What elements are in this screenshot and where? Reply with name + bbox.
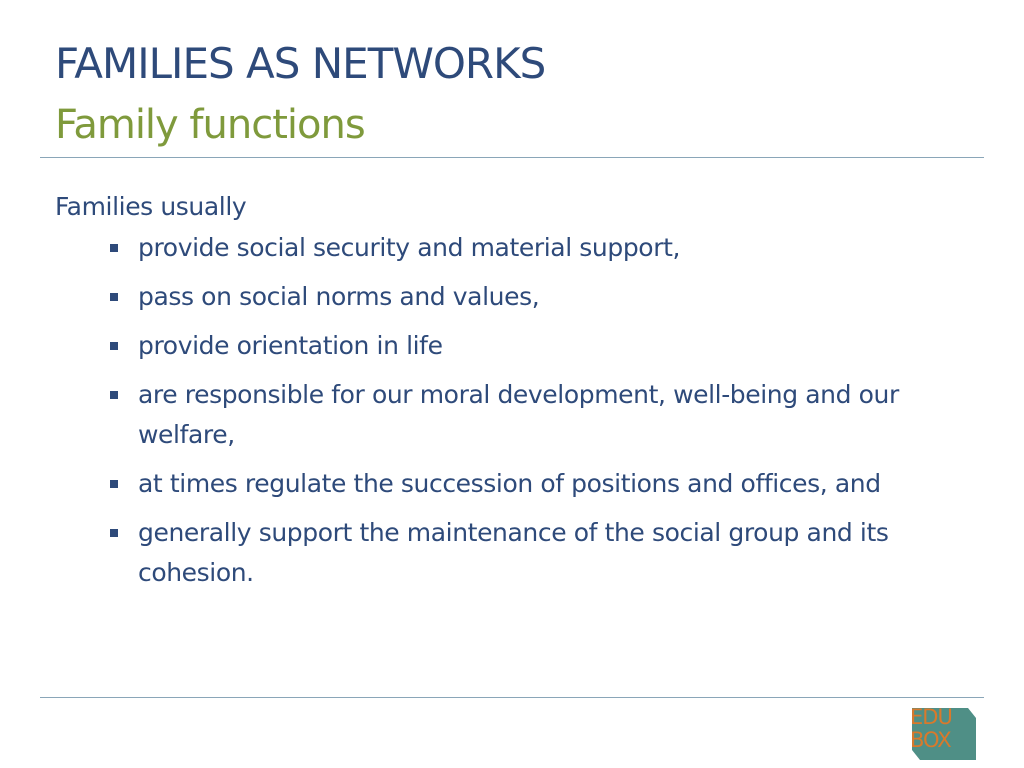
slide-subtitle: Family functions [55,102,365,148]
edubox-logo [910,706,976,760]
bullet-text: at times regulate the succession of positions and offices, and [138,469,881,498]
bullet-item [55,375,965,455]
intro-text: Families usually [55,192,247,221]
header-divider [40,157,984,158]
logo-line-1: EDU [910,705,952,729]
bullet-text: are responsible for our moral development, well-being and our welfare, [138,380,899,449]
square-bullet-icon [110,391,118,399]
slide-title: FAMILIES AS NETWORKS [55,39,546,88]
bullet-item [55,464,965,504]
logo-wordmark [910,706,976,752]
square-bullet-icon [110,293,118,301]
square-bullet-icon [110,244,118,252]
square-bullet-icon [110,342,118,350]
bullet-list [55,228,965,593]
bullet-text: pass on social norms and values, [138,282,540,311]
bullet-text: provide orientation in life [138,331,443,360]
logo-line-2: BOX [910,728,951,752]
slide-body [55,187,965,602]
bullet-item [55,277,965,317]
bullet-item [55,326,965,366]
bullet-text: provide social security and material support, [138,233,681,262]
bullet-text: generally support the maintenance of the social group and its cohesion. [138,518,889,587]
bullet-item [55,513,965,593]
square-bullet-icon [110,480,118,488]
footer-divider [40,697,984,698]
bullet-item [55,228,965,268]
square-bullet-icon [110,529,118,537]
